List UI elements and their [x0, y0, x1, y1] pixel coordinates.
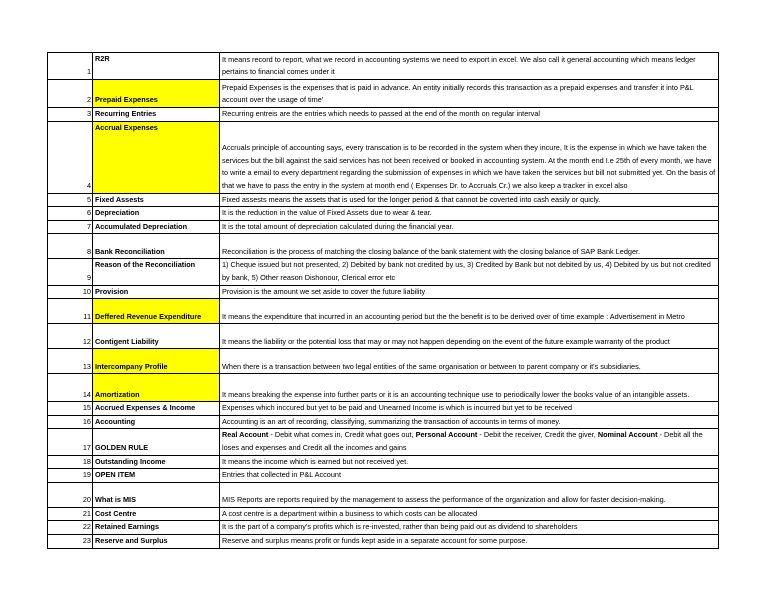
term-cell[interactable]: OPEN ITEM: [93, 469, 220, 483]
definition-cell[interactable]: Reserve and surplus means profit or funds kept aside in a separate account for some purpose.: [220, 534, 719, 548]
row-number-cell[interactable]: 19: [48, 469, 93, 483]
term-cell[interactable]: Accrual Expenses: [93, 121, 220, 193]
definition-cell[interactable]: A cost centre is a department within a business to which costs can be allocated: [220, 507, 719, 521]
table-row: [48, 259, 719, 285]
term-cell[interactable]: R2R: [93, 53, 220, 80]
row-number-cell[interactable]: 15: [48, 402, 93, 416]
term-cell[interactable]: Depreciation: [93, 207, 220, 221]
table-row: [48, 324, 719, 349]
definition-cell[interactable]: It is the total amount of depreciation calculated during the financial year.: [220, 220, 719, 234]
definition-cell[interactable]: When there is a transaction between two legal entities of the same organisation or between to parent company or it's subsidiaries.: [220, 349, 719, 374]
table-row: [48, 534, 719, 548]
term-cell[interactable]: Accounting: [93, 415, 220, 429]
term-cell[interactable]: Contigent Liability: [93, 324, 220, 349]
table-row: [48, 507, 719, 521]
table-row: [48, 482, 719, 507]
row-number-cell[interactable]: 14: [48, 374, 93, 402]
definition-cell[interactable]: It means the income which is earned but not received yet.: [220, 455, 719, 469]
row-number-cell[interactable]: 10: [48, 285, 93, 299]
table-row: [48, 121, 719, 193]
row-number-cell[interactable]: 7: [48, 220, 93, 234]
definition-cell[interactable]: Fixed assests means the assets that is used for the longer period & that cannot be coverted into cash easily or quicly.: [220, 193, 719, 207]
spreadsheet-sheet: [47, 52, 718, 549]
table-row: [48, 455, 719, 469]
definition-cell[interactable]: Accounting is an art of recording, classifying, summarizing the transaction of accounts in terms of money.: [220, 415, 719, 429]
table-row: [48, 193, 719, 207]
row-number-cell[interactable]: 12: [48, 324, 93, 349]
table-row: [48, 415, 719, 429]
table-row: [48, 374, 719, 402]
definition-cell[interactable]: Entries that collected in P&L Account: [220, 469, 719, 483]
row-number-cell[interactable]: 20: [48, 482, 93, 507]
definition-cell[interactable]: Accruals principle of accounting says, every transcation is to be recorded in the system when they incure, It is the expense in which we have taken the services but the bill against the said services has not been received or booked in accounting system. At the month end I.e 25th of every month, we have to write a email to every department regarding the submission of expenses in which we have taken the services but bill not submitted yet. On the basis of that we have to pass the entry in the system at month end ( Expenses Dr. to Accruals Cr.) we also keep a tracker in excel also: [220, 121, 719, 193]
table-row: [48, 285, 719, 299]
table-row: [48, 429, 719, 455]
term-cell[interactable]: Provision: [93, 285, 220, 299]
row-number-cell[interactable]: 5: [48, 193, 93, 207]
definition-cell[interactable]: 1) Cheque issued but not presented, 2) Debited by bank not credited by us, 3) Credited by Bank but not debited by us, 4) Debited by us but not credited by bank, 5) Other reason Dishonour, Clerical error etc: [220, 259, 719, 285]
definition-cell[interactable]: [220, 429, 719, 455]
row-number-cell[interactable]: 3: [48, 108, 93, 122]
table-row: [48, 207, 719, 221]
definition-cell[interactable]: Reconciliation is the process of matching the closing balance of the bank statement with the closing balance of SAP Bank Ledger.: [220, 234, 719, 259]
term-cell[interactable]: What is MIS: [93, 482, 220, 507]
term-cell[interactable]: Prepaid Expenses: [93, 80, 220, 108]
definition-cell[interactable]: It is the reduction in the value of Fixed Assets due to wear & tear.: [220, 207, 719, 221]
row-number-cell[interactable]: 4: [48, 121, 93, 193]
definition-cell[interactable]: It means the liability or the potential loss that may or may not happen depending on the event of the future example warranty of the product: [220, 324, 719, 349]
row-number-cell[interactable]: 2: [48, 80, 93, 108]
term-cell[interactable]: Intercompany Profile: [93, 349, 220, 374]
definition-cell[interactable]: It means breaking the expense into further parts or it is an accounting technique use to periodically lower the books value of an intangible assets.: [220, 374, 719, 402]
real-account-text: - Debit what comes in, Credit what goes out,: [268, 430, 416, 440]
term-cell[interactable]: Reserve and Surplus: [93, 534, 220, 548]
table-row: [48, 234, 719, 259]
term-cell[interactable]: Reason of the Reconciliation: [93, 259, 220, 285]
row-number-cell[interactable]: 23: [48, 534, 93, 548]
term-cell[interactable]: Accrued Expenses & Income: [93, 402, 220, 416]
term-cell[interactable]: Retained Earnings: [93, 521, 220, 535]
nominal-account-text: - Debit all the loses and expenses and Credit all the incomes and gains: [222, 430, 703, 452]
table-row: [48, 349, 719, 374]
definition-cell[interactable]: It means record to report, what we record in accounting systems we need to export in excel. We also call it general accounting which means ledger pertains to financial comes under it: [220, 53, 719, 80]
definition-cell[interactable]: Recurring entreis are the entries which needs to passed at the end of the month on regular interval: [220, 108, 719, 122]
definition-cell[interactable]: Expenses which inccured but yet to be paid and Unearned Income is which is incurred but yet to be received: [220, 402, 719, 416]
row-number-cell[interactable]: 11: [48, 299, 93, 324]
term-cell[interactable]: Recurring Entries: [93, 108, 220, 122]
term-cell[interactable]: Bank Reconciliation: [93, 234, 220, 259]
row-number-cell[interactable]: 18: [48, 455, 93, 469]
row-number-cell[interactable]: 9: [48, 259, 93, 285]
term-cell[interactable]: GOLDEN RULE: [93, 429, 220, 455]
nominal-account-label: Nominal Account: [597, 430, 658, 440]
row-number-cell[interactable]: 17: [48, 429, 93, 455]
table-row: [48, 402, 719, 416]
row-number-cell[interactable]: 1: [48, 53, 93, 80]
definition-cell[interactable]: It is the part of a company's profits which is re-invested, rather than being paid out as dividend to shareholders: [220, 521, 719, 535]
table-row: [48, 469, 719, 483]
definition-cell[interactable]: It means the expenditure that incurred in an accounting period but the the benefit is to be derived over of time example : Advertisement in Metro: [220, 299, 719, 324]
term-cell[interactable]: Cost Centre: [93, 507, 220, 521]
definition-cell[interactable]: Provision is the amount we set aside to cover the future liability: [220, 285, 719, 299]
table-row: [48, 80, 719, 108]
table-row: [48, 108, 719, 122]
real-account-label: Real Account: [222, 430, 269, 440]
term-cell[interactable]: Amortization: [93, 374, 220, 402]
table-row: [48, 521, 719, 535]
definition-cell[interactable]: MIS Reports are reports required by the management to assess the performance of the organization and allow for faster decision-making.: [220, 482, 719, 507]
row-number-cell[interactable]: 6: [48, 207, 93, 221]
table-row: [48, 53, 719, 80]
glossary-table: [47, 52, 719, 549]
personal-account-label: Personal Account: [415, 430, 478, 440]
row-number-cell[interactable]: 22: [48, 521, 93, 535]
definition-cell[interactable]: Prepaid Expenses is the expenses that is paid in advance. An entity initially records this transaction as a prepaid expenses and transfer it into P&L account over the usage of time': [220, 80, 719, 108]
row-number-cell[interactable]: 13: [48, 349, 93, 374]
table-row: [48, 299, 719, 324]
row-number-cell[interactable]: 16: [48, 415, 93, 429]
term-cell[interactable]: Fixed Assests: [93, 193, 220, 207]
row-number-cell[interactable]: 21: [48, 507, 93, 521]
term-cell[interactable]: Outstanding Income: [93, 455, 220, 469]
term-cell[interactable]: Deffered Revenue Expenditure: [93, 299, 220, 324]
personal-account-text: - Debit the receiver, Credit the giver,: [477, 430, 598, 440]
term-cell[interactable]: Accumulated Depreciation: [93, 220, 220, 234]
row-number-cell[interactable]: 8: [48, 234, 93, 259]
table-row: [48, 220, 719, 234]
